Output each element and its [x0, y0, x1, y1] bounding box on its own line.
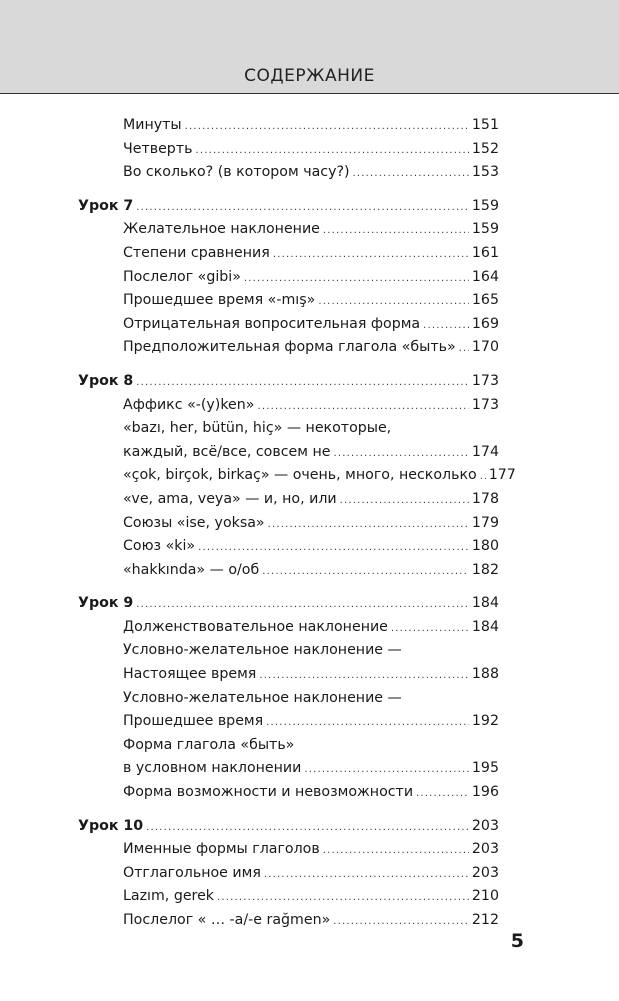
toc-chapter-title: Урок 9: [78, 595, 134, 612]
toc-entry-page: 210: [471, 888, 499, 905]
dot-leader: [459, 337, 469, 361]
dot-leader: [259, 664, 469, 688]
toc-entry[interactable]: [78, 687, 499, 711]
toc-entry-title: Предположительная форма глагола «быть»: [123, 339, 456, 356]
dot-leader: [262, 560, 469, 584]
toc-chapter[interactable]: [78, 592, 499, 616]
toc-entry-title: Прошедшее время: [123, 713, 264, 730]
dot-leader: [423, 314, 469, 338]
toc-entry-page: 184: [471, 618, 499, 635]
dot-leader: [323, 839, 469, 863]
dot-leader: [273, 243, 469, 267]
toc-entry-page: 174: [471, 443, 499, 460]
toc-entry[interactable]: [78, 885, 499, 909]
toc-entry-title: Желательное наклонение: [123, 221, 320, 238]
toc-entry-title: Отглагольное имя: [123, 864, 261, 881]
toc-entry[interactable]: [78, 559, 499, 583]
toc-entry-page: 159: [471, 197, 499, 214]
toc-entry[interactable]: [78, 710, 499, 734]
toc-entry-page: 164: [471, 268, 499, 285]
header-band: [0, 0, 619, 94]
toc-entry-title: Форма глагола «быть»: [123, 736, 295, 753]
toc-entry[interactable]: [78, 266, 499, 290]
toc-entry-page: 182: [471, 561, 499, 578]
toc-entry-title: «çok, birçok, birkaç» — очень, много, несколько: [123, 467, 477, 484]
toc-entry-title: Lazım, gerek: [123, 888, 215, 905]
toc-chapter-title: Урок 10: [78, 817, 144, 834]
dot-leader: [198, 536, 469, 560]
toc-entry-page: 151: [471, 117, 499, 133]
toc-chapter-title: Урок 8: [78, 372, 134, 389]
toc-entry-title: Настоящее время: [123, 666, 257, 683]
toc-entry[interactable]: [78, 336, 499, 360]
toc-entry-page: 180: [471, 538, 499, 555]
toc-entry[interactable]: [78, 663, 499, 687]
toc-entry-page: 192: [471, 713, 499, 730]
dot-leader: [264, 863, 469, 887]
toc-entry[interactable]: [78, 616, 499, 640]
toc-entry-title: каждый, всё/все, совсем не: [123, 443, 331, 460]
toc-entry-title: «bazı, her, bütün, hiç» — некоторые,: [123, 420, 392, 437]
toc-entry-page: 203: [471, 841, 499, 858]
toc-entry[interactable]: [78, 464, 516, 488]
toc-entry[interactable]: [78, 639, 499, 663]
dot-leader: [353, 162, 469, 186]
dot-leader: [257, 395, 468, 419]
dot-leader: [333, 910, 469, 934]
toc-entry-title: Союз «ki»: [123, 538, 196, 555]
dot-leader: [323, 219, 469, 243]
dot-leader: [268, 513, 469, 537]
toc-entry-page: 177: [488, 467, 516, 484]
dot-leader: [244, 267, 469, 291]
toc-entry-title: Послелог «gibi»: [123, 268, 241, 285]
toc-entry[interactable]: [78, 394, 499, 418]
toc-entry-page: 188: [471, 666, 499, 683]
toc-entry[interactable]: [78, 862, 499, 886]
dot-leader: [185, 115, 469, 139]
toc-entry[interactable]: [78, 909, 499, 933]
dot-leader: [136, 196, 469, 220]
toc-entry-title: Во сколько? (в котором часу?): [123, 164, 350, 181]
toc-entry-title: Союзы «ise, yoksa»: [123, 514, 265, 531]
toc-chapter-title: Урок 7: [78, 197, 134, 214]
toc-entry[interactable]: [78, 161, 499, 185]
toc-entry-page: 165: [471, 292, 499, 309]
toc-entry[interactable]: [78, 289, 499, 313]
toc-entry[interactable]: [78, 242, 499, 266]
toc-entry-page: 196: [471, 784, 499, 801]
toc-entry-page: 152: [471, 140, 499, 157]
page-number: 5: [510, 930, 524, 952]
toc-entry-title: в условном наклонении: [123, 760, 302, 777]
dot-leader: [340, 489, 469, 513]
toc-entry[interactable]: [78, 781, 499, 805]
toc-entry-page: 159: [471, 221, 499, 238]
dot-leader: [304, 758, 469, 782]
toc-entry-title: «ve, ama, veya» — и, но, или: [123, 490, 337, 507]
dot-leader: [480, 465, 486, 489]
toc-entry[interactable]: [78, 417, 499, 441]
toc-chapter[interactable]: [78, 195, 499, 219]
dot-leader: [266, 711, 469, 735]
toc-entry-page: 173: [471, 372, 499, 389]
toc-entry-title: Послелог « … -a/-e rağmen»: [123, 912, 331, 928]
toc-entry-title: Прошедшее время «-mış»: [123, 292, 316, 309]
toc-entry[interactable]: [78, 114, 499, 138]
toc-chapter[interactable]: [78, 370, 499, 394]
toc-entry-page: 161: [471, 244, 499, 261]
toc-entry-title: Отрицательная вопросительная форма: [123, 315, 421, 332]
page-title: СОДЕРЖАНИЕ: [244, 66, 375, 86]
table-of-contents: [78, 114, 516, 933]
toc-entry-page: 170: [471, 339, 499, 356]
toc-entry-title: Степени сравнения: [123, 244, 270, 261]
dot-leader: [391, 617, 469, 641]
toc-entry-page: 173: [471, 396, 499, 413]
toc-entry[interactable]: [78, 512, 499, 536]
toc-entry-title: «hakkında» — о/об: [123, 561, 260, 578]
toc-entry[interactable]: [78, 138, 499, 162]
toc-entry[interactable]: [78, 313, 499, 337]
toc-entry-page: 184: [471, 595, 499, 612]
toc-entry-page: 203: [471, 864, 499, 881]
toc-entry-title: Аффикс «-(y)ken»: [123, 396, 255, 413]
dot-leader: [136, 371, 469, 395]
toc-entry-title: Условно-желательное наклонение —: [123, 642, 402, 659]
toc-entry[interactable]: [78, 734, 499, 758]
toc-entry-page: 178: [471, 490, 499, 507]
toc-entry-title: Форма возможности и невозможности: [123, 784, 414, 801]
toc-entry[interactable]: [78, 757, 499, 781]
toc-entry-page: 212: [471, 912, 499, 928]
toc-entry-title: Четверть: [123, 140, 193, 157]
dot-leader: [333, 442, 468, 466]
toc-entry-page: 203: [471, 817, 499, 834]
toc-entry[interactable]: [78, 488, 499, 512]
dot-leader: [146, 816, 469, 840]
toc-entry[interactable]: [78, 535, 499, 559]
toc-entry-page: 169: [471, 315, 499, 332]
toc-entry-title: Долженствовательное наклонение: [123, 618, 388, 635]
toc-entry-title: Условно-желательное наклонение —: [123, 689, 402, 706]
dot-leader: [318, 290, 469, 314]
toc-entry-title: Минуты: [123, 117, 182, 133]
toc-entry[interactable]: [78, 838, 499, 862]
dot-leader: [195, 139, 468, 163]
toc-entry-title: Именные формы глаголов: [123, 841, 320, 858]
toc-chapter[interactable]: [78, 815, 499, 839]
toc-entry[interactable]: [78, 218, 499, 242]
dot-leader: [217, 886, 469, 910]
dot-leader: [416, 782, 469, 806]
dot-leader: [136, 593, 469, 617]
toc-entry-page: 153: [471, 164, 499, 181]
toc-entry[interactable]: [78, 441, 499, 465]
toc-entry-page: 195: [471, 760, 499, 777]
toc-entry-page: 179: [471, 514, 499, 531]
